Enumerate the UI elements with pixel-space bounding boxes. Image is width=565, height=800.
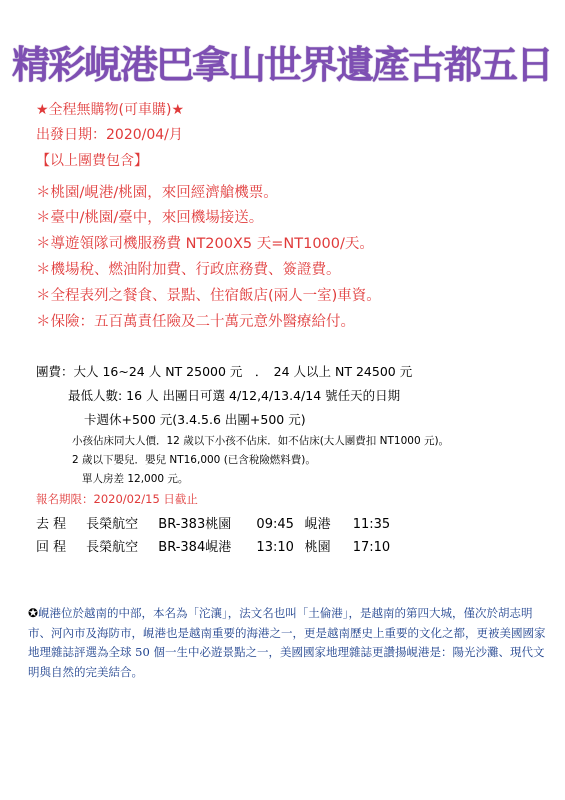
flight-direction: 去 程 bbox=[36, 517, 67, 532]
weekend-surcharge-line: 卡週休+500 元(3.4.5.6 出團+500 元) bbox=[84, 412, 306, 427]
flight-airline: 長榮航空 bbox=[86, 540, 139, 555]
included-item: ＊全程表列之餐食、景點、住宿飯店(兩人一室)車資。 bbox=[36, 288, 381, 304]
departure-date: 出發日期：2020/04/月 bbox=[36, 127, 183, 143]
flight-arrival-city: 峴港 bbox=[304, 517, 331, 532]
flight-row-outbound bbox=[36, 513, 390, 532]
flight-airline: 長榮航空 bbox=[86, 517, 139, 532]
included-item: ＊機場稅、燃油附加費、行政庶務費、簽證費。 bbox=[36, 262, 341, 278]
flight-depart-time: 13:10 bbox=[256, 540, 294, 555]
no-shopping-note: ★全程無購物(可車購)★ bbox=[36, 102, 185, 118]
flight-row-return bbox=[36, 536, 390, 555]
child-fee-line: 小孩佔床同大人價．12 歲以下小孩不佔床．如不佔床(大人團費扣 NT1000 元)。 bbox=[72, 435, 450, 447]
single-room-line: 單人房差 12,000 元。 bbox=[82, 473, 189, 485]
fee-line: 團費：大人 16~24 人 NT 25000 元 ． 24 人以上 NT 24500 元 bbox=[36, 364, 413, 379]
included-item: ＊導遊領隊司機服務費 NT200X5 天=NT1000/天。 bbox=[36, 236, 374, 252]
destination-description bbox=[28, 604, 548, 682]
flight-number: BR-384峴港 bbox=[158, 540, 232, 555]
included-item: ＊臺中/桃園/臺中，來回機場接送。 bbox=[36, 210, 264, 226]
page-title: 精彩峴港巴拿山世界遺產古都五日 bbox=[12, 43, 553, 87]
star-circle-icon: ✪ bbox=[28, 606, 39, 620]
flight-arrive-time: 11:35 bbox=[352, 517, 391, 532]
infant-fee-line: 2 歲以下嬰兒．嬰兒 NT16,000 (已含稅險燃料費)。 bbox=[72, 454, 316, 466]
flight-number: BR-383桃園 bbox=[158, 517, 232, 532]
registration-deadline: 報名期限：2020/02/15 日截止 bbox=[36, 492, 198, 506]
description-text: 峴港位於越南的中部，本名為「沱瀼」，法文名也叫「土倫港」，是越南的第四大城，僅次於胡志明市、河內市及海防市，峴港也是越南重要的海港之一，更是越南歷史上重要的文化之都，更被美國國家地理雜誌評選為全球 50 個一生中必遊景點之一，美國國家地理雜誌更讚揚峴港是：陽光沙灘、現代文明與自然的完美結合。 bbox=[28, 606, 546, 679]
flight-depart-time: 09:45 bbox=[256, 517, 294, 532]
included-item: ＊保險：五百萬責任險及二十萬元意外醫療給付。 bbox=[36, 314, 355, 330]
flight-arrival-city: 桃園 bbox=[304, 540, 331, 555]
flight-direction: 回 程 bbox=[36, 540, 67, 555]
flight-arrive-time: 17:10 bbox=[352, 540, 391, 555]
included-item: ＊桃園/峴港/桃園，來回經濟艙機票。 bbox=[36, 185, 278, 201]
included-heading: 【以上團費包含】 bbox=[36, 153, 148, 169]
min-people-line: 最低人數: 16 人 出團日可選 4/12,4/13.4/14 號任天的日期 bbox=[68, 388, 401, 403]
